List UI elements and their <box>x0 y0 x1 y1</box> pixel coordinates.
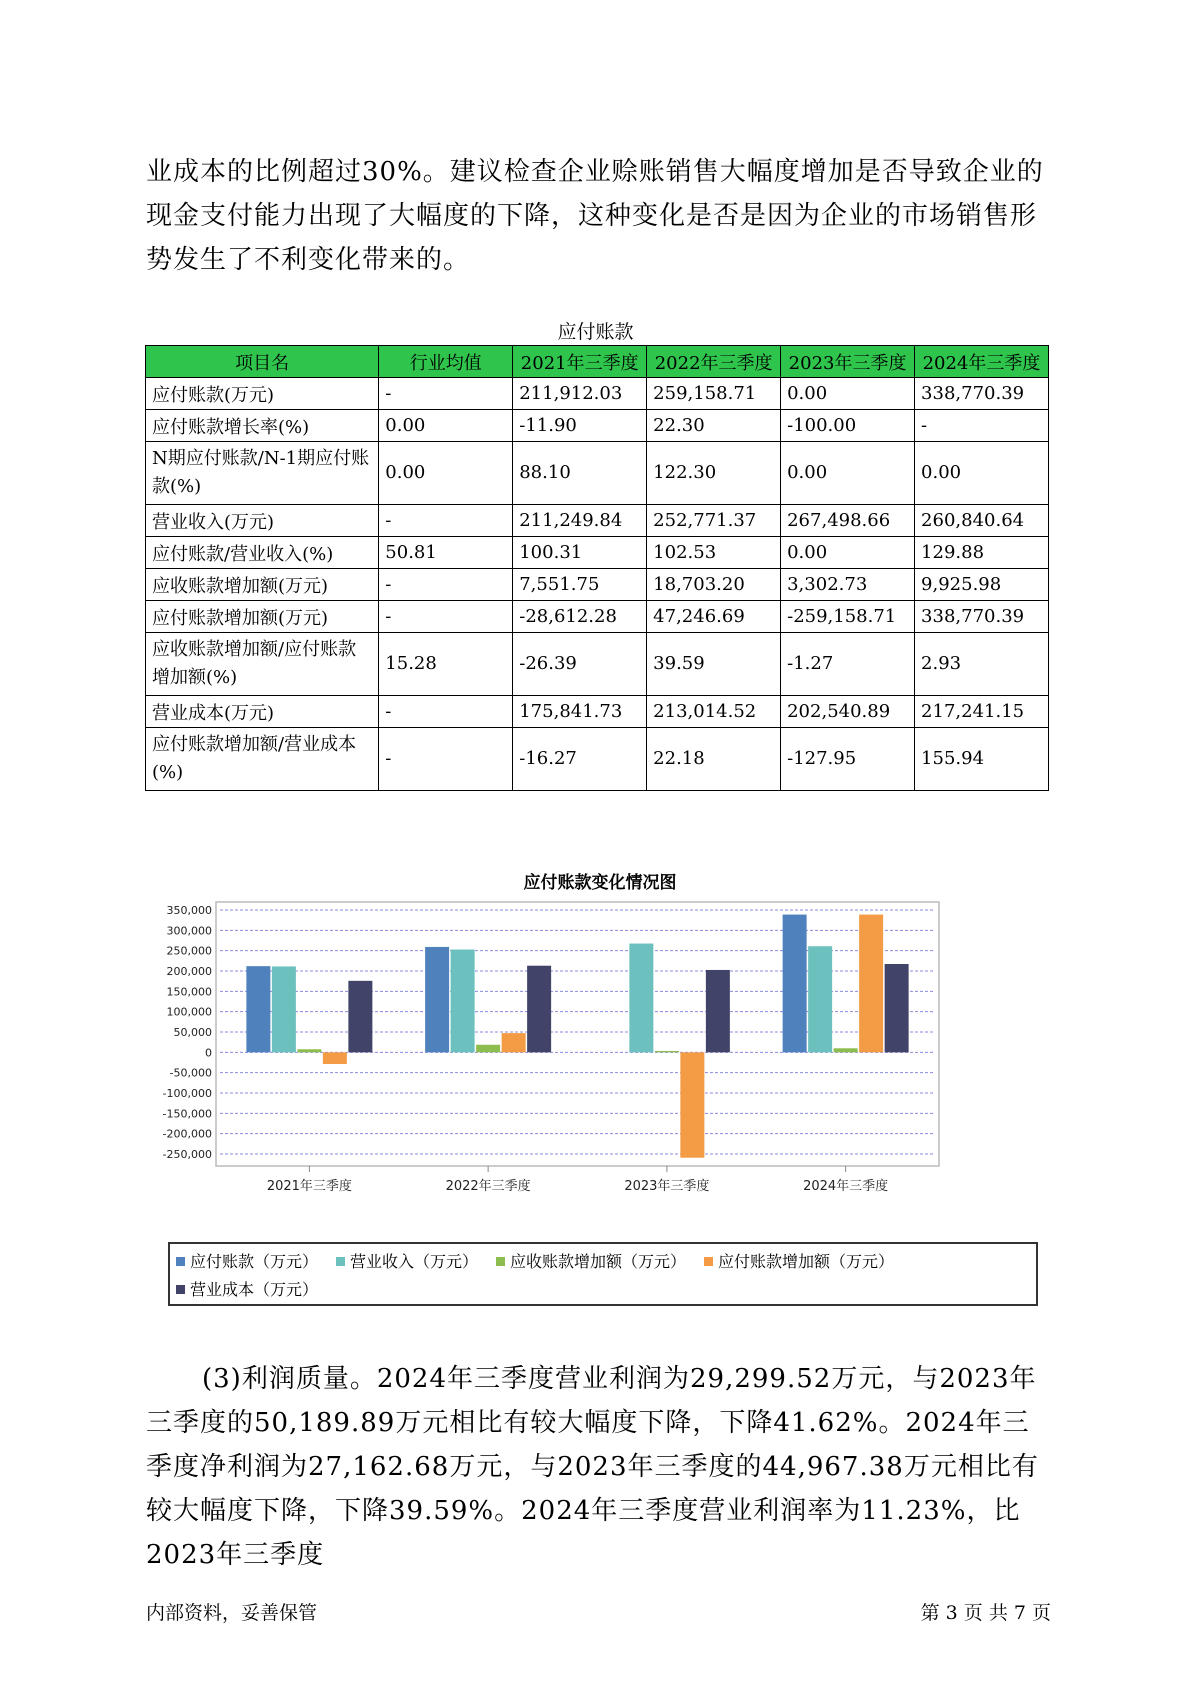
table-cell: 211,912.03 <box>513 378 647 410</box>
header-2021q3: 2021年三季度 <box>513 346 647 378</box>
legend-swatch <box>336 1257 345 1266</box>
table-cell: 47,246.69 <box>647 601 781 633</box>
table-cell: -11.90 <box>513 410 647 442</box>
profit-quality-paragraph: (3)利润质量。2024年三季度营业利润为29,299.52万元，与2023年三季度的50,189.89万元相比有较大幅度下降，下降41.62%。2024年三季度净利润为27,162.68万元，与2023年三季度的44,967.38万元相比有较大幅度下降，下降39.59%。2024年三季度营业利润率为11.23%，比2023年三季度 <box>146 1364 1039 1570</box>
table-caption: 应付账款 <box>557 321 634 343</box>
chart-bar <box>629 944 653 1053</box>
table-cell: 39.59 <box>647 633 781 696</box>
x-tick-label: 2024年三季度 <box>803 1179 889 1194</box>
table-cell: - <box>379 378 513 410</box>
legend-item <box>336 1248 478 1276</box>
table-row <box>146 537 1049 569</box>
table-cell: 3,302.73 <box>781 569 915 601</box>
chart-bar <box>783 915 807 1053</box>
table-cell: 155.94 <box>915 728 1049 791</box>
table-cell: 应付账款(万元) <box>146 378 379 410</box>
chart-bar <box>451 950 475 1053</box>
table-cell: 217,241.15 <box>915 696 1049 728</box>
chart-bar <box>425 947 449 1052</box>
table-cell: -16.27 <box>513 728 647 791</box>
table-cell: -1.27 <box>781 633 915 696</box>
table-cell: -26.39 <box>513 633 647 696</box>
table-cell: 100.31 <box>513 537 647 569</box>
table-cell: 0.00 <box>781 442 915 505</box>
table-row <box>146 633 1049 696</box>
header-2023q3: 2023年三季度 <box>781 346 915 378</box>
chart-bar <box>297 1049 321 1052</box>
chart-bar <box>527 966 551 1053</box>
table-row <box>146 601 1049 633</box>
table-cell: N期应付账款/N-1期应付账款(%) <box>146 442 379 505</box>
chart-bar <box>348 981 372 1053</box>
table-row <box>146 505 1049 537</box>
chart-bar <box>323 1052 347 1064</box>
table-row <box>146 410 1049 442</box>
header-2022q3: 2022年三季度 <box>647 346 781 378</box>
intro-paragraph: 业成本的比例超过30%。建议检查企业赊账销售大幅度增加是否导致企业的现金支付能力出现了大幅度的下降，这种变化是否是因为企业的市场销售形势发生了不利变化带来的。 <box>146 157 1044 275</box>
table-cell: 213,014.52 <box>647 696 781 728</box>
table-cell: -127.95 <box>781 728 915 791</box>
x-tick-label: 2023年三季度 <box>624 1179 710 1194</box>
legend-item <box>496 1248 686 1276</box>
chart-bar <box>476 1045 500 1053</box>
table-cell: 应付账款增加额/营业成本(%) <box>146 728 379 791</box>
table-cell: 应收账款增加额(万元) <box>146 569 379 601</box>
table-cell: 9,925.98 <box>915 569 1049 601</box>
table-cell: 应付账款增加额(万元) <box>146 601 379 633</box>
y-tick-label: 0 <box>205 1046 212 1060</box>
table-cell: - <box>379 569 513 601</box>
footer-page-number: 第 3 页 共 7 页 <box>920 1602 1051 1624</box>
table-cell: 0.00 <box>379 442 513 505</box>
legend-swatch <box>176 1285 185 1294</box>
table-cell: - <box>379 601 513 633</box>
table-cell: 260,840.64 <box>915 505 1049 537</box>
x-tick-label: 2022年三季度 <box>445 1179 531 1194</box>
table-cell: 202,540.89 <box>781 696 915 728</box>
y-tick-label: 200,000 <box>166 965 212 978</box>
payables-table <box>145 345 1049 791</box>
table-cell: -259,158.71 <box>781 601 915 633</box>
table-cell: 0.00 <box>915 442 1049 505</box>
chart-bar <box>655 1051 679 1052</box>
table-cell: -100.00 <box>781 410 915 442</box>
chart-legend <box>168 1242 1038 1306</box>
chart-bar <box>808 946 832 1052</box>
table-cell: 营业成本(万元) <box>146 696 379 728</box>
table-cell: 338,770.39 <box>915 601 1049 633</box>
legend-label: 应收账款增加额（万元） <box>510 1252 687 1271</box>
payables-chart <box>160 862 1040 1312</box>
y-tick-label: 300,000 <box>166 924 212 938</box>
table-cell: 0.00 <box>781 537 915 569</box>
legend-item <box>176 1248 318 1276</box>
legend-swatch <box>176 1257 185 1266</box>
table-cell: 18,703.20 <box>647 569 781 601</box>
table-cell: 应付账款增长率(%) <box>146 410 379 442</box>
chart-svg <box>160 862 1040 1242</box>
table-row <box>146 696 1049 728</box>
y-tick-label: -50,000 <box>169 1066 212 1080</box>
chart-bar <box>246 966 270 1052</box>
legend-swatch <box>704 1257 713 1266</box>
table-cell: 122.30 <box>647 442 781 505</box>
table-cell: 129.88 <box>915 537 1049 569</box>
header-2024q3: 2024年三季度 <box>915 346 1049 378</box>
table-cell: 50.81 <box>379 537 513 569</box>
legend-label: 应付账款（万元） <box>190 1252 319 1271</box>
table-cell: 338,770.39 <box>915 378 1049 410</box>
header-item-name: 项目名 <box>146 346 379 378</box>
table-cell: - <box>379 728 513 791</box>
header-industry-avg: 行业均值 <box>379 346 513 378</box>
y-tick-label: 350,000 <box>166 904 212 917</box>
table-cell: 0.00 <box>379 410 513 442</box>
table-cell: 营业收入(万元) <box>146 505 379 537</box>
y-tick-label: -150,000 <box>162 1107 212 1121</box>
chart-bar <box>272 966 296 1052</box>
table-cell: 211,249.84 <box>513 505 647 537</box>
y-tick-label: 250,000 <box>166 944 212 958</box>
legend-item <box>704 1248 894 1276</box>
table-cell: 应收账款增加额/应付账款增加额(%) <box>146 633 379 696</box>
table-cell: 7,551.75 <box>513 569 647 601</box>
legend-item <box>176 1276 318 1304</box>
table-header-row <box>146 346 1049 378</box>
footer-confidential-note: 内部资料，妥善保管 <box>146 1602 318 1624</box>
chart-bar <box>502 1033 526 1052</box>
table-cell: 应付账款/营业收入(%) <box>146 537 379 569</box>
y-tick-label: -200,000 <box>162 1127 212 1141</box>
table-cell: - <box>379 696 513 728</box>
x-tick-label: 2021年三季度 <box>266 1179 352 1194</box>
table-cell: 175,841.73 <box>513 696 647 728</box>
legend-label: 营业收入（万元） <box>350 1252 479 1271</box>
table-cell: - <box>379 505 513 537</box>
table-cell: 2.93 <box>915 633 1049 696</box>
y-tick-label: 100,000 <box>166 1005 212 1019</box>
table-cell: 259,158.71 <box>647 378 781 410</box>
chart-bar <box>706 970 730 1052</box>
table-cell: 0.00 <box>781 378 915 410</box>
table-cell: -28,612.28 <box>513 601 647 633</box>
legend-swatch <box>496 1257 505 1266</box>
chart-bar <box>885 964 909 1052</box>
table-cell: 15.28 <box>379 633 513 696</box>
table-row <box>146 378 1049 410</box>
table-cell: - <box>915 410 1049 442</box>
table-cell: 252,771.37 <box>647 505 781 537</box>
table-cell: 102.53 <box>647 537 781 569</box>
legend-label: 应付账款增加额（万元） <box>718 1252 895 1271</box>
legend-label: 营业成本（万元） <box>190 1280 319 1299</box>
chart-bar <box>680 1052 704 1157</box>
chart-bar <box>859 915 883 1053</box>
y-tick-label: -100,000 <box>162 1087 212 1100</box>
table-row <box>146 728 1049 791</box>
chart-title: 应付账款变化情况图 <box>523 873 677 893</box>
table-cell: 22.18 <box>647 728 781 791</box>
table-cell: 267,498.66 <box>781 505 915 537</box>
y-tick-label: 50,000 <box>173 1026 212 1039</box>
table-row <box>146 569 1049 601</box>
chart-bar <box>834 1048 858 1052</box>
table-cell: 22.30 <box>647 410 781 442</box>
table-cell: 88.10 <box>513 442 647 505</box>
y-tick-label: 150,000 <box>166 985 212 999</box>
table-row <box>146 442 1049 505</box>
y-tick-label: -250,000 <box>162 1148 212 1161</box>
